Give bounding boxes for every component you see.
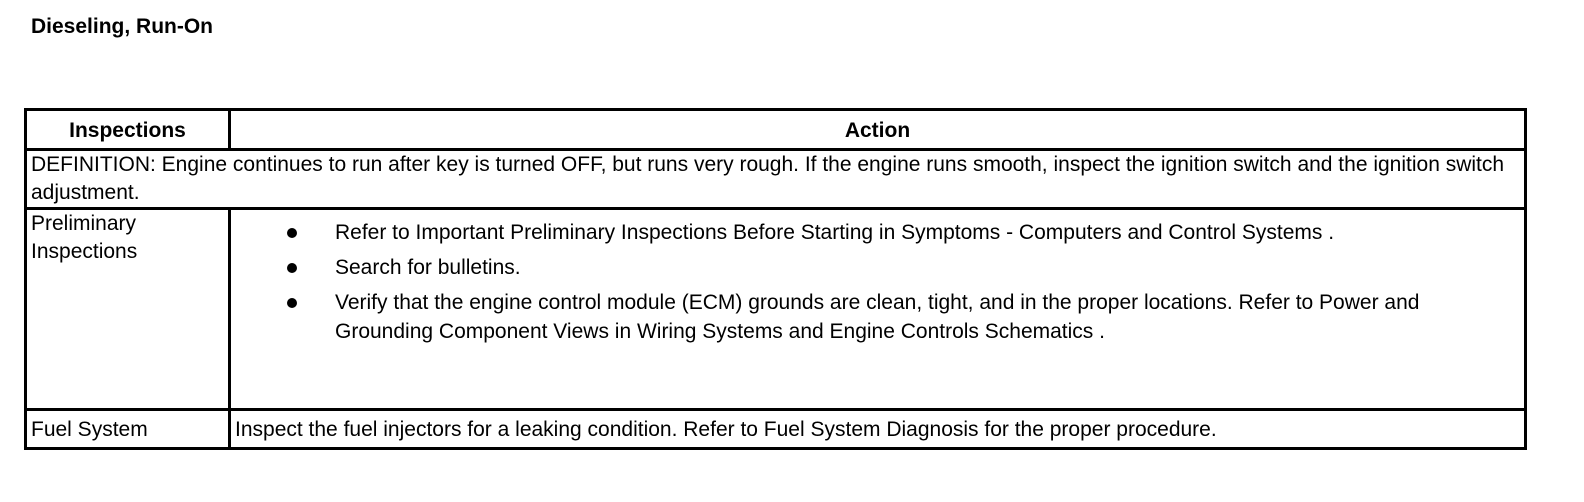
- definition-text: DEFINITION: Engine continues to run after key is turned OFF, but runs very rough. If the engine runs smooth, inspect the ignition switch and the ignition switch adjustment.: [26, 150, 1526, 209]
- definition-row: [26, 150, 1526, 209]
- bullet-text: Search for bulletins.: [335, 256, 521, 279]
- action-text-fuel-system: Inspect the fuel injectors for a leaking condition. Refer to Fuel System Diagnosis for the proper procedure.: [230, 410, 1526, 449]
- list-item: [235, 218, 1520, 247]
- inspection-label-fuel-system: Fuel System: [26, 410, 230, 449]
- header-action: Action: [230, 110, 1526, 150]
- bullet-text: Refer to Important Preliminary Inspections Before Starting in Symptoms - Computers and Control Systems .: [335, 221, 1335, 244]
- bullet-icon: [287, 298, 297, 308]
- table-header-row: [26, 110, 1526, 150]
- inspection-label-preliminary: Preliminary Inspections: [26, 209, 230, 410]
- bullet-icon: [287, 263, 297, 273]
- list-item: [235, 253, 1520, 282]
- bullet-text: Verify that the engine control module (ECM) grounds are clean, tight, and in the proper locations. Refer to Power and Grounding Component Views in Wiring Systems and Engine Controls Schematics .: [335, 291, 1420, 343]
- bullet-list: [235, 218, 1520, 346]
- diagnostic-table: [24, 108, 1527, 450]
- page-title: Dieseling, Run-On: [31, 15, 214, 38]
- bullet-icon: [287, 228, 297, 238]
- list-item: [235, 288, 1520, 346]
- action-cell-preliminary: [230, 209, 1526, 410]
- table-row: [26, 209, 1526, 410]
- table-row: [26, 410, 1526, 449]
- header-inspections: Inspections: [26, 110, 230, 150]
